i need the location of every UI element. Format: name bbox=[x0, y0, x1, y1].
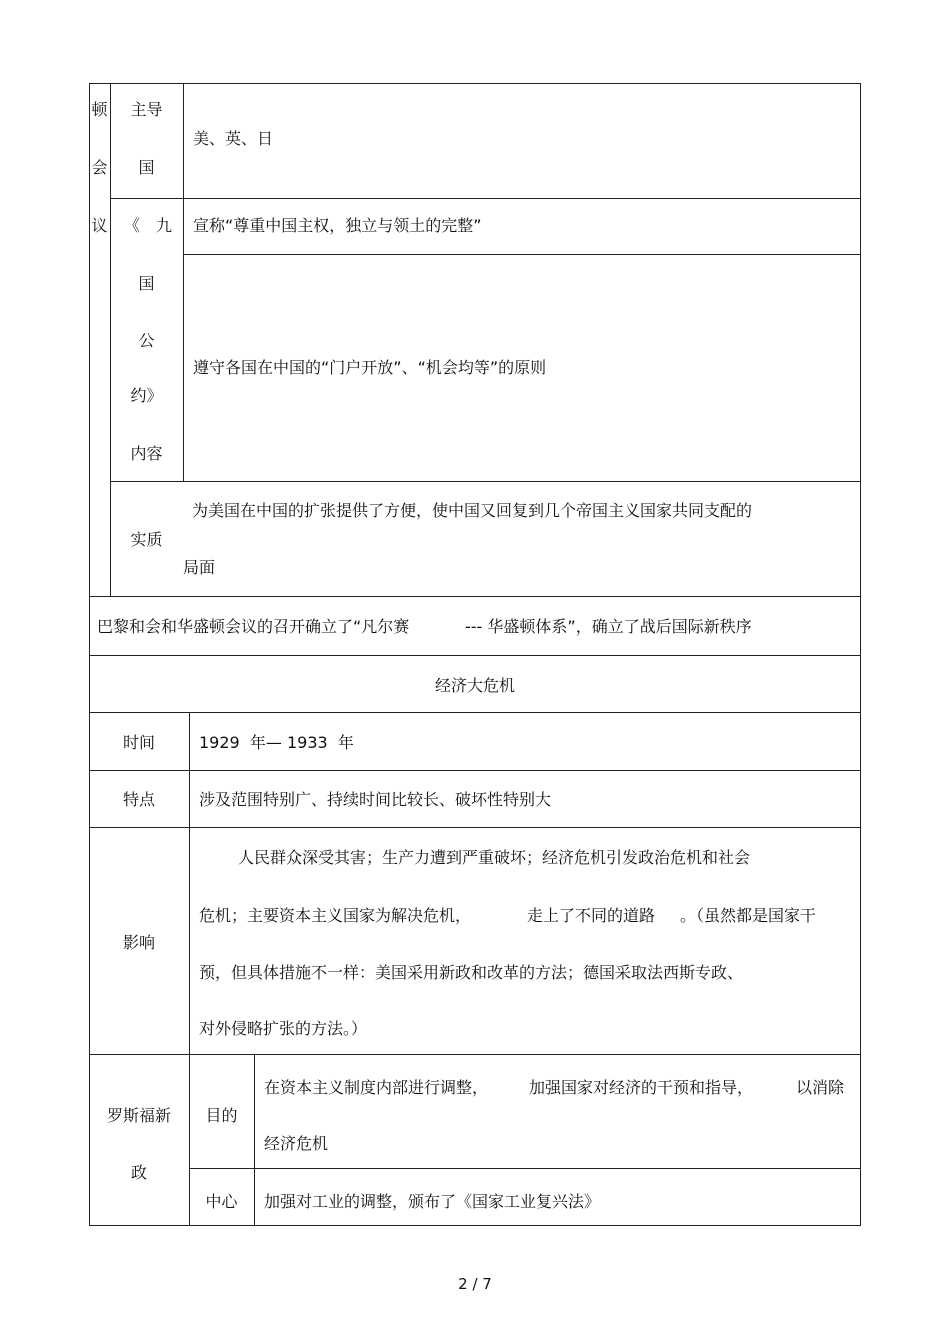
impact-line-3: 预，但具体措施不一样：美国采用新政和改革的方法；德国采取法西斯专政、 bbox=[199, 963, 744, 982]
treaty-label-4: 约》 bbox=[130, 386, 163, 405]
leading-nation-value: 美、英、日 bbox=[193, 129, 274, 148]
purpose-text-1a: 在资本主义制度内部进行调整， bbox=[264, 1078, 489, 1097]
features-value: 涉及范围特别广、持续时间比较长、破坏性特别大 bbox=[199, 790, 552, 809]
impact-line-2c: 。（虽然都是国家干 bbox=[680, 906, 817, 925]
treaty-label-2: 国 bbox=[138, 274, 155, 293]
section-char-2: 会 bbox=[91, 158, 108, 177]
new-deal-label-2: 政 bbox=[130, 1163, 147, 1182]
impact-line-1: 人民群众深受其害；生产力遭到严重破坏；经济危机引发政治危机和社会 bbox=[238, 848, 751, 867]
system-summary-part1: 巴黎和会和华盛顿会议的召开确立了“凡尔赛 bbox=[97, 617, 410, 636]
leading-nation-label-2: 国 bbox=[138, 158, 155, 177]
features-label: 特点 bbox=[122, 790, 155, 809]
purpose-text-1c: 以消除 bbox=[796, 1078, 845, 1097]
treaty-label-3: 公 bbox=[138, 331, 155, 350]
depression-title: 经济大危机 bbox=[434, 676, 515, 695]
impact-line-2b: 走上了不同的道路 bbox=[527, 906, 656, 925]
center-label: 中心 bbox=[205, 1192, 238, 1211]
essence-text-1: 为美国在中国的扩张提供了方便，使中国又回复到几个帝国主义国家共同支配的 bbox=[192, 501, 753, 520]
leading-nation-label-1: 主导 bbox=[130, 100, 163, 119]
treaty-content-1: 宣称“尊重中国主权，独立与领土的完整” bbox=[193, 216, 482, 235]
treaty-content-2: 遵守各国在中国的“门户开放”、“机会均等”的原则 bbox=[193, 358, 547, 377]
section-char-3: 议 bbox=[91, 216, 108, 235]
page-number: 2 / 7 bbox=[458, 1275, 492, 1293]
time-value: 1929 年— 1933 年 bbox=[199, 733, 354, 752]
impact-line-2a: 危机；主要资本主义国家为解决危机， bbox=[199, 906, 472, 925]
impact-line-4: 对外侵略扩张的方法。） bbox=[199, 1019, 368, 1038]
essence-text-2: 局面 bbox=[183, 558, 216, 577]
new-deal-label-1: 罗斯福新 bbox=[106, 1106, 171, 1125]
treaty-label-1: 《 九 bbox=[124, 216, 173, 235]
impact-label: 影响 bbox=[122, 933, 155, 952]
center-value: 加强对工业的调整，颁布了《国家工业复兴法》 bbox=[264, 1192, 601, 1211]
treaty-label-5: 内容 bbox=[130, 444, 163, 463]
section-char-1: 顿 bbox=[91, 100, 108, 119]
purpose-label: 目的 bbox=[205, 1106, 238, 1125]
system-summary-part2: --- 华盛顿体系”，确立了战后国际新秩序 bbox=[465, 617, 752, 636]
purpose-text-2: 经济危机 bbox=[264, 1134, 329, 1153]
time-label: 时间 bbox=[122, 733, 155, 752]
essence-label: 实质 bbox=[130, 530, 163, 549]
purpose-text-1b: 加强国家对经济的干预和指导， bbox=[529, 1078, 754, 1097]
